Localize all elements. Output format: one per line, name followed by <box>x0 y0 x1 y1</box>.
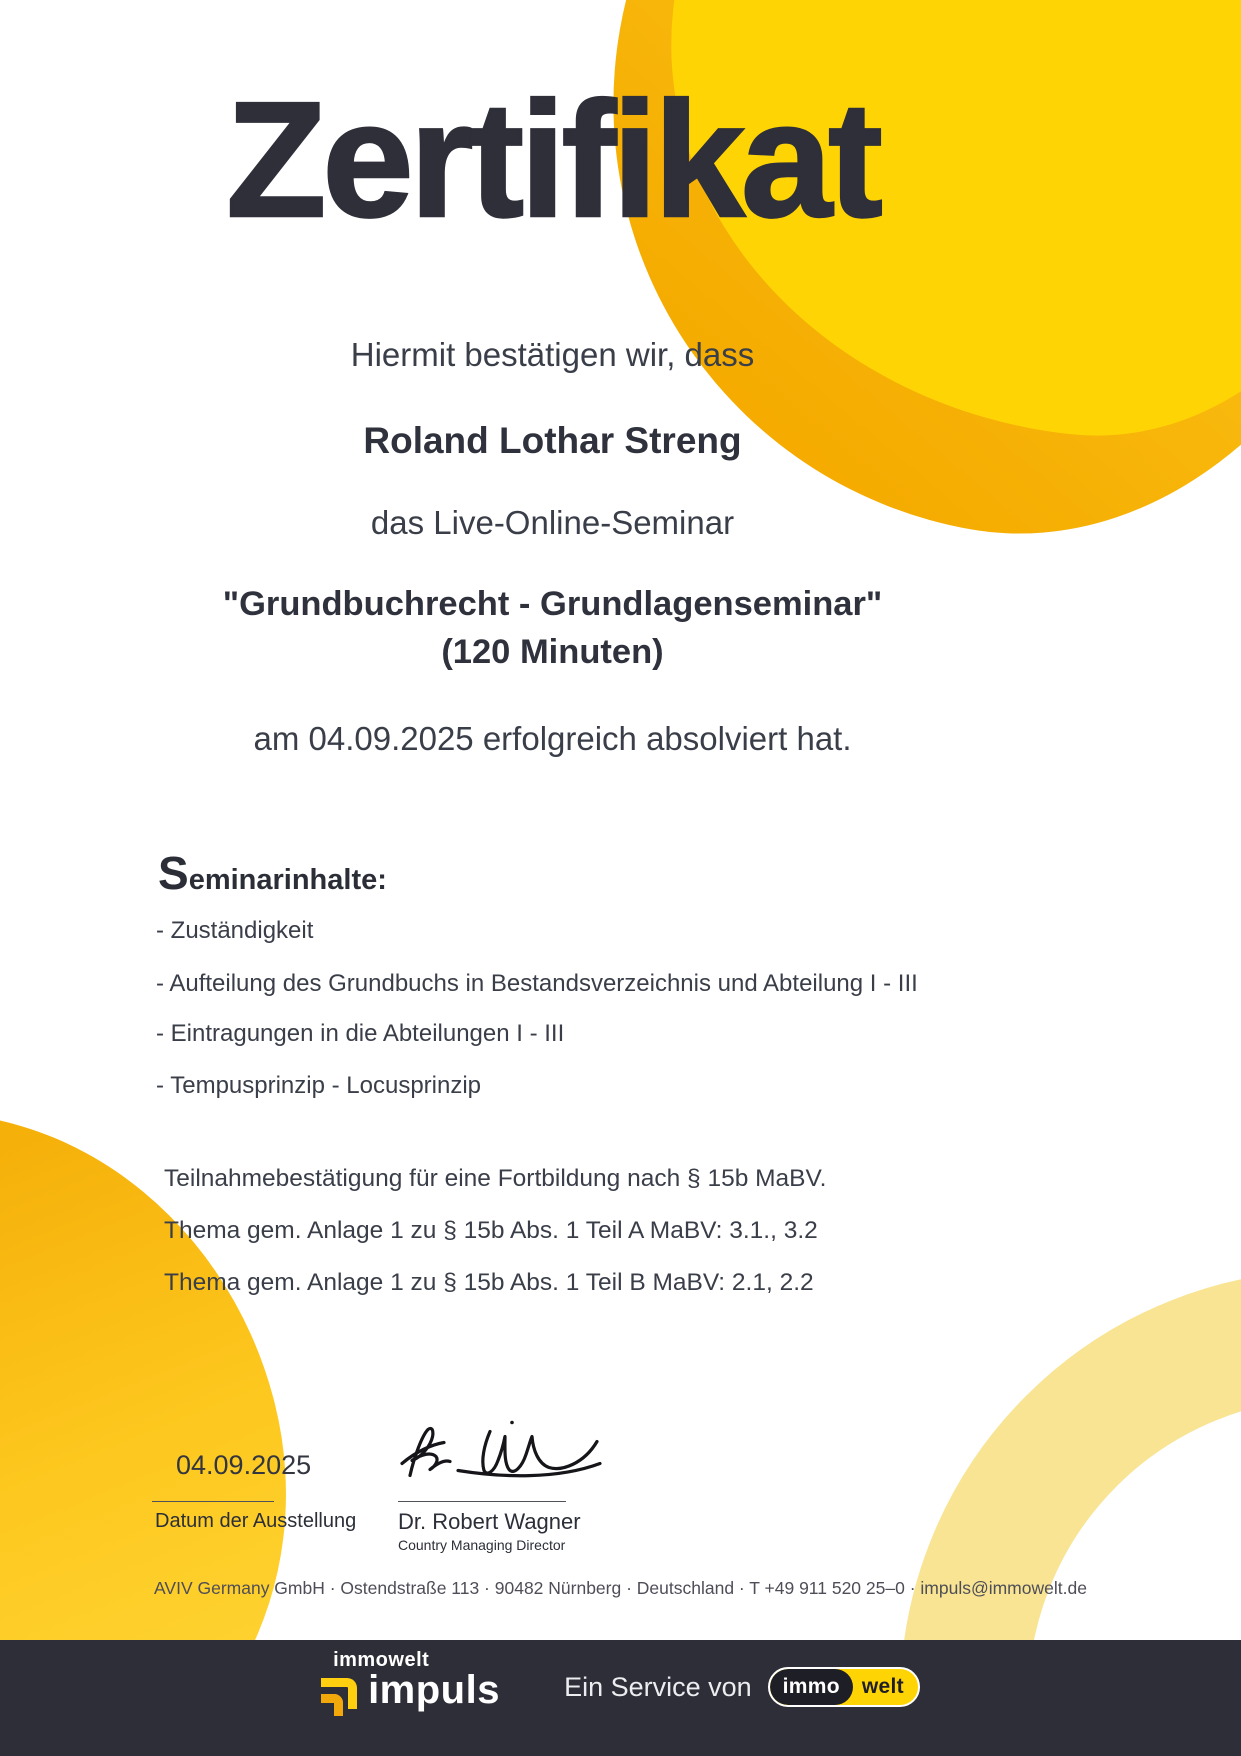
issue-date: 04.09.2025 <box>176 1450 312 1480</box>
seminar-title: "Grundbuchrecht - Grundlagenseminar" <box>222 585 883 623</box>
certificate-title: Zertifikat <box>226 68 879 251</box>
seminar-contents-heading <box>158 846 387 900</box>
certification-note: Thema gem. Anlage 1 zu § 15b Abs. 1 Teil B MaBV: 2.1, 2.2 <box>164 1269 814 1296</box>
company-address-line: AVIV Germany GmbH · Ostendstraße 113 · 90482 Nürnberg · Deutschland · T +49 911 520 25–0 · impuls@immowelt.de <box>154 1578 1087 1598</box>
participant-name: Roland Lothar Streng <box>363 420 742 461</box>
immowelt-logo-pill <box>768 1667 920 1707</box>
heading-initial: S <box>158 847 189 899</box>
certification-note: Thema gem. Anlage 1 zu § 15b Abs. 1 Teil A MaBV: 3.1., 3.2 <box>164 1217 818 1244</box>
seminar-content-item: - Tempusprinzip - Locusprinzip <box>156 1072 482 1099</box>
service-label: Ein Service von <box>564 1671 752 1702</box>
immowelt-impuls-logo <box>321 1649 506 1721</box>
signature-handwriting <box>392 1412 607 1500</box>
date-label: Datum der Ausstellung <box>155 1510 357 1532</box>
signer-title: Country Managing Director <box>398 1537 566 1553</box>
immowelt-pill-left: immo <box>770 1669 853 1705</box>
certification-note: Teilnahmebestätigung für eine Fortbildung nach § 15b MaBV. <box>164 1165 827 1192</box>
immowelt-pill-right: welt <box>861 1675 904 1698</box>
seminar-duration: (120 Minuten) <box>441 633 664 671</box>
heading-rest: eminarinhalte: <box>188 864 387 896</box>
seminar-content-item: - Aufteilung des Grundbuchs in Bestandsverzeichnis und Abteilung I - III <box>156 970 918 997</box>
impuls-arrow-icon <box>321 1678 361 1718</box>
seminar-content-item: - Zuständigkeit <box>156 917 314 944</box>
seminar-type: das Live-Online-Seminar <box>370 504 735 541</box>
logo-word-impuls: impuls <box>368 1668 500 1712</box>
signer-name: Dr. Robert Wagner <box>398 1509 581 1534</box>
brand-bar <box>0 1640 1241 1756</box>
logo-word-immowelt: immowelt <box>333 1649 430 1671</box>
signature-underline <box>398 1501 566 1502</box>
intro-statement: Hiermit bestätigen wir, dass <box>350 336 755 373</box>
completion-statement: am 04.09.2025 erfolgreich absolviert hat. <box>253 720 852 757</box>
seminar-content-item: - Eintragungen in die Abteilungen I - III <box>156 1020 565 1047</box>
impuls-arrow-inner <box>321 1694 343 1716</box>
service-attribution <box>564 1667 920 1707</box>
date-underline <box>152 1501 274 1502</box>
